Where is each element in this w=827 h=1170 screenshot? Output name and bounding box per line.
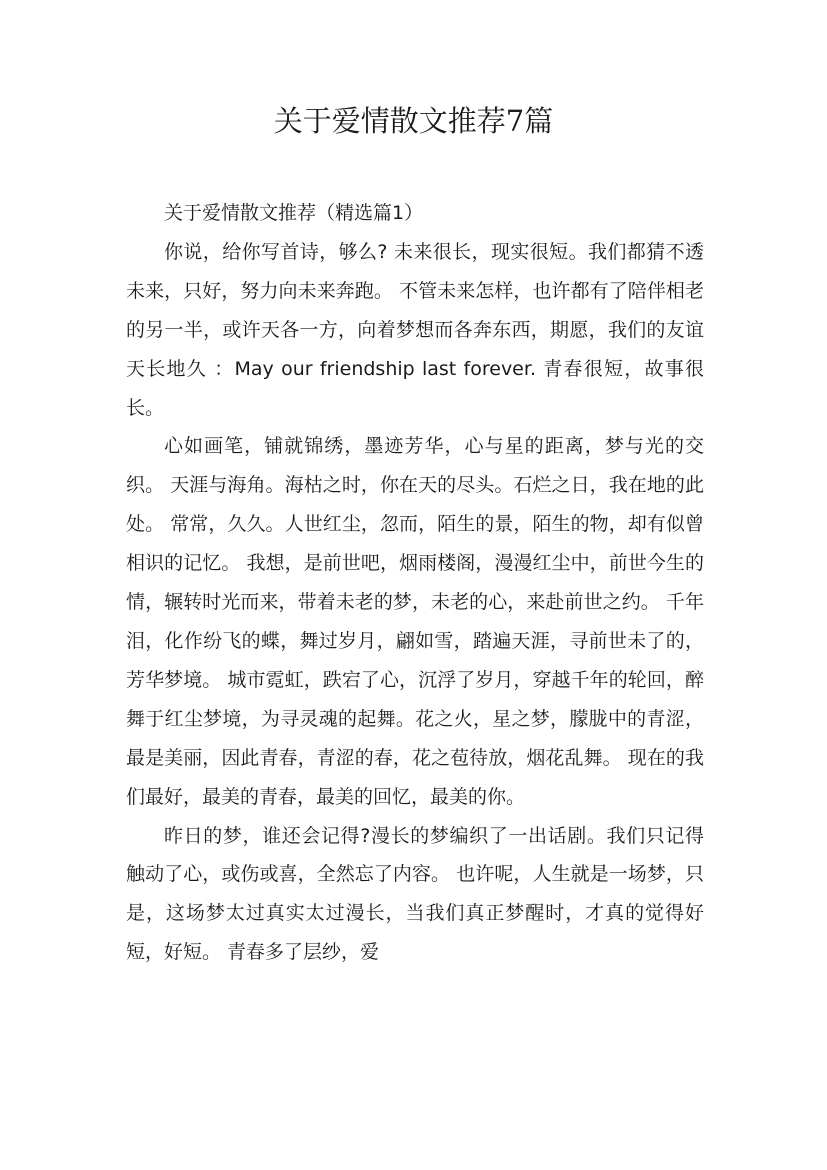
- document-title: 关于爱情散文推荐7篇: [273, 104, 554, 138]
- paragraph-3: 昨日的梦，谁还会记得?漫长的梦编织了一出话剧。我们只记得触动了心，或伤或喜，全然忘了内容。 也许呢，人生就是一场梦，只是，这场梦太过真实太过漫长，当我们真正梦醒时，才真的觉得好短，好短。 青春多了层纱，爱: [126, 824, 704, 964]
- document-body: [126, 194, 704, 972]
- section-heading: 关于爱情散文推荐（精选篇1）: [164, 202, 424, 224]
- paragraph-1: 你说，给你写首诗，够么? 未来很长，现实很短。我们都猜不透未来，只好，努力向未来奔跑。 不管未来怎样，也许都有了陪伴相老的另一半，或许天各一方，向着梦想而各奔东西，期愿，我们的友谊天长地久 ：May our friendship last forever. 青春很短，故事很长。: [126, 240, 704, 419]
- paragraph-2: 心如画笔，铺就锦绣，墨迹芳华，心与星的距离，梦与光的交织。 天涯与海角。海枯之时，你在天的尽头。石烂之日，我在地的此处。 常常，久久。人世红尘，忽而，陌生的景，陌生的物，却有似曾相识的记忆。 我想，是前世吧，烟雨楼阁，漫漫红尘中，前世今生的情，辗转时光而来，带着未老的梦，未老的心，来赴前世之约。 千年泪，化作纷飞的蝶，舞过岁月，翩如雪，踏遍天涯，寻前世未了的，芳华梦境。 城市霓虹，跌宕了心，沉浮了岁月，穿越千年的轮回，醉舞于红尘梦境，为寻灵魂的起舞。花之火，星之梦，朦胧中的青涩，最是美丽，因此青春，青涩的春，花之苞待放，烟花乱舞。 现在的我们最好，最美的青春，最美的回忆，最美的你。: [126, 435, 704, 808]
